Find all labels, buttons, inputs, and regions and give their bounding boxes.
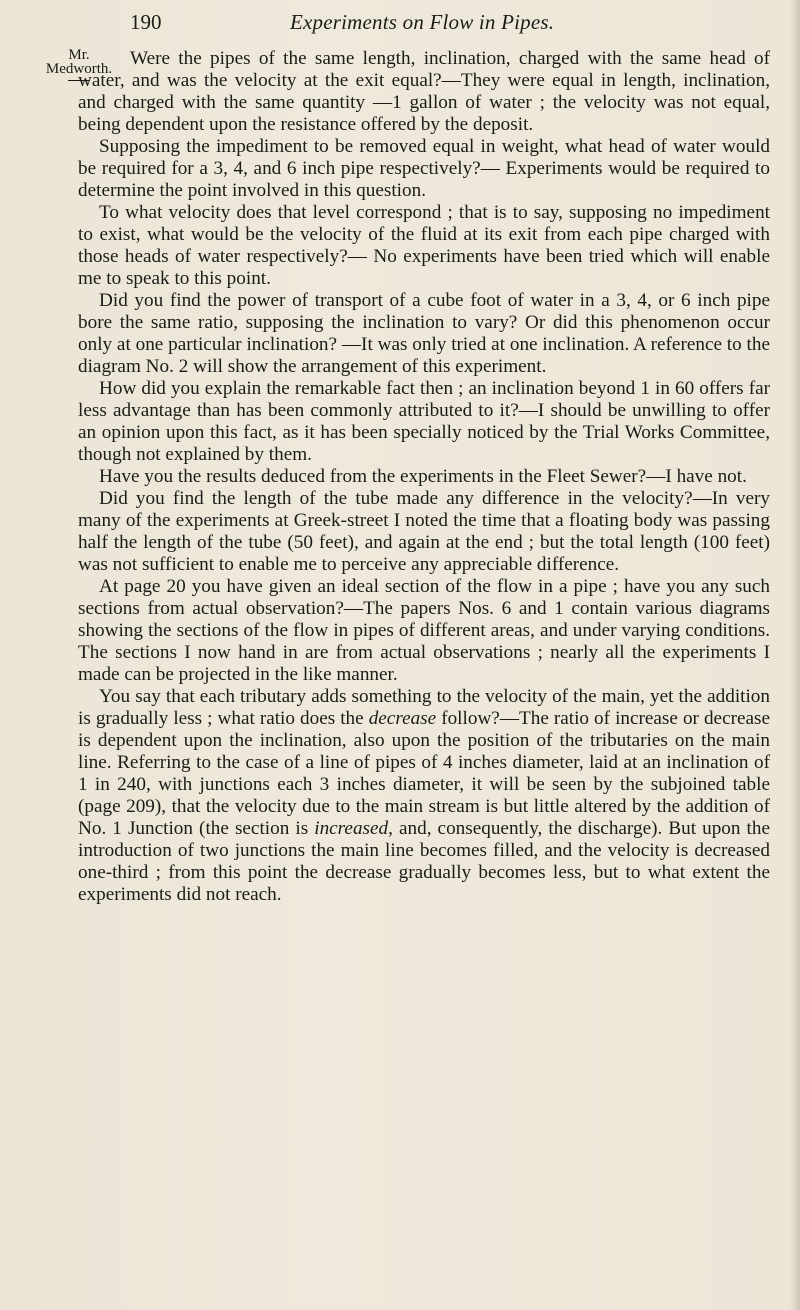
paragraph-3: To what velocity does that level correspond ; that is to say, supposing no impediment to exist, what would be the velocity of the fluid at its exit from each pipe charged with those heads of water respectively?— No experiments have been tried which will enable me to speak to this point. (78, 202, 770, 289)
running-title: Experiments on Flow in Pipes. (290, 10, 555, 34)
paragraph-1: Were the pipes of the same length, inclination, charged with the same head of water, and was the velocity at the exit equal?—They were equal in length, inclination, and charged with the same quantity —1 gallon of water ; the velocity was not equal, being dependent upon the resistance offered by the deposit. (78, 48, 770, 135)
paragraph-7: Did you find the length of the tube made any difference in the velocity?—In very many of the experiments at Greek-street I noted the time that a floating body was passing half the length of the tube (50 feet), and again at the end ; but the total length (100 feet) was not sufficient to enable me to perceive any appreciable difference. (78, 488, 770, 575)
body-text (78, 48, 770, 906)
paragraph-2: Supposing the impediment to be removed equal in weight, what head of water would be required for a 3, 4, and 6 inch pipe respectively?— Experiments would be required to determine the point involved in this question. (78, 136, 770, 201)
paragraph-6: Have you the results deduced from the experiments in the Fleet Sewer?—I have not. (99, 466, 747, 487)
paragraph-9-emphasis-increased: increased (314, 818, 389, 839)
paragraph-9 (78, 686, 770, 906)
paragraph-9-emphasis-decrease: decrease (368, 708, 437, 729)
margin-note-line-2: Medworth. (45, 61, 113, 77)
paragraph-9-part-2: follow?—The ratio of increase or decrease is dependent upon the inclination, also upon the position of the tributaries on the main line. Referring to the case of a line of pipes of 4 inches diameter, laid at an inclination of 1 in 240, with junctions each 3 inches diameter, it will be seen by the subjoined table (page 209), that the velocity due to the main stream is but little altered by the addition of No. 1 Junction (the section is (78, 708, 770, 839)
paragraph-9-part-3: , and, consequently, the discharge). But upon the introduction of two junctions the main line becomes filled, and the velocity is decreased one-third ; from this point the decrease gradually becomes less, but to what extent the experiments did not reach. (78, 818, 770, 905)
paragraph-9-part-1: You say that each tributary adds something to the velocity of the main, yet the addition is gradually less ; what ratio does the (78, 686, 770, 729)
paragraph-5: How did you explain the remarkable fact then ; an inclination beyond 1 in 60 offers far less advantage than has been commonly attributed to it?—I should be unwilling to offer an opinion upon this fact, as it has been specially noticed by the Trial Works Committee, though not explained by them. (78, 378, 770, 465)
page-number: 190 (130, 10, 162, 34)
paragraph-8: At page 20 you have given an ideal section of the flow in a pipe ; have you any such sections from actual observation?—The papers Nos. 6 and 1 contain various diagrams showing the sections of the flow in pipes of different areas, and under varying conditions. The sections I now hand in are from actual observations ; nearly all the experiments I made can be projected in the like manner. (78, 576, 770, 685)
page-header (130, 10, 770, 44)
page-edge-shadow (790, 0, 800, 1310)
paragraph-4: Did you find the power of transport of a cube foot of water in a 3, 4, or 6 inch pipe bore the same ratio, supposing the inclination to vary? Or did this phenomenon occur only at one particular inclination? —It was only tried at one inclination. A reference to the diagram No. 2 will show the arrangement of this experiment. (78, 290, 770, 377)
margin-note-line-1: Mr. (68, 47, 90, 63)
